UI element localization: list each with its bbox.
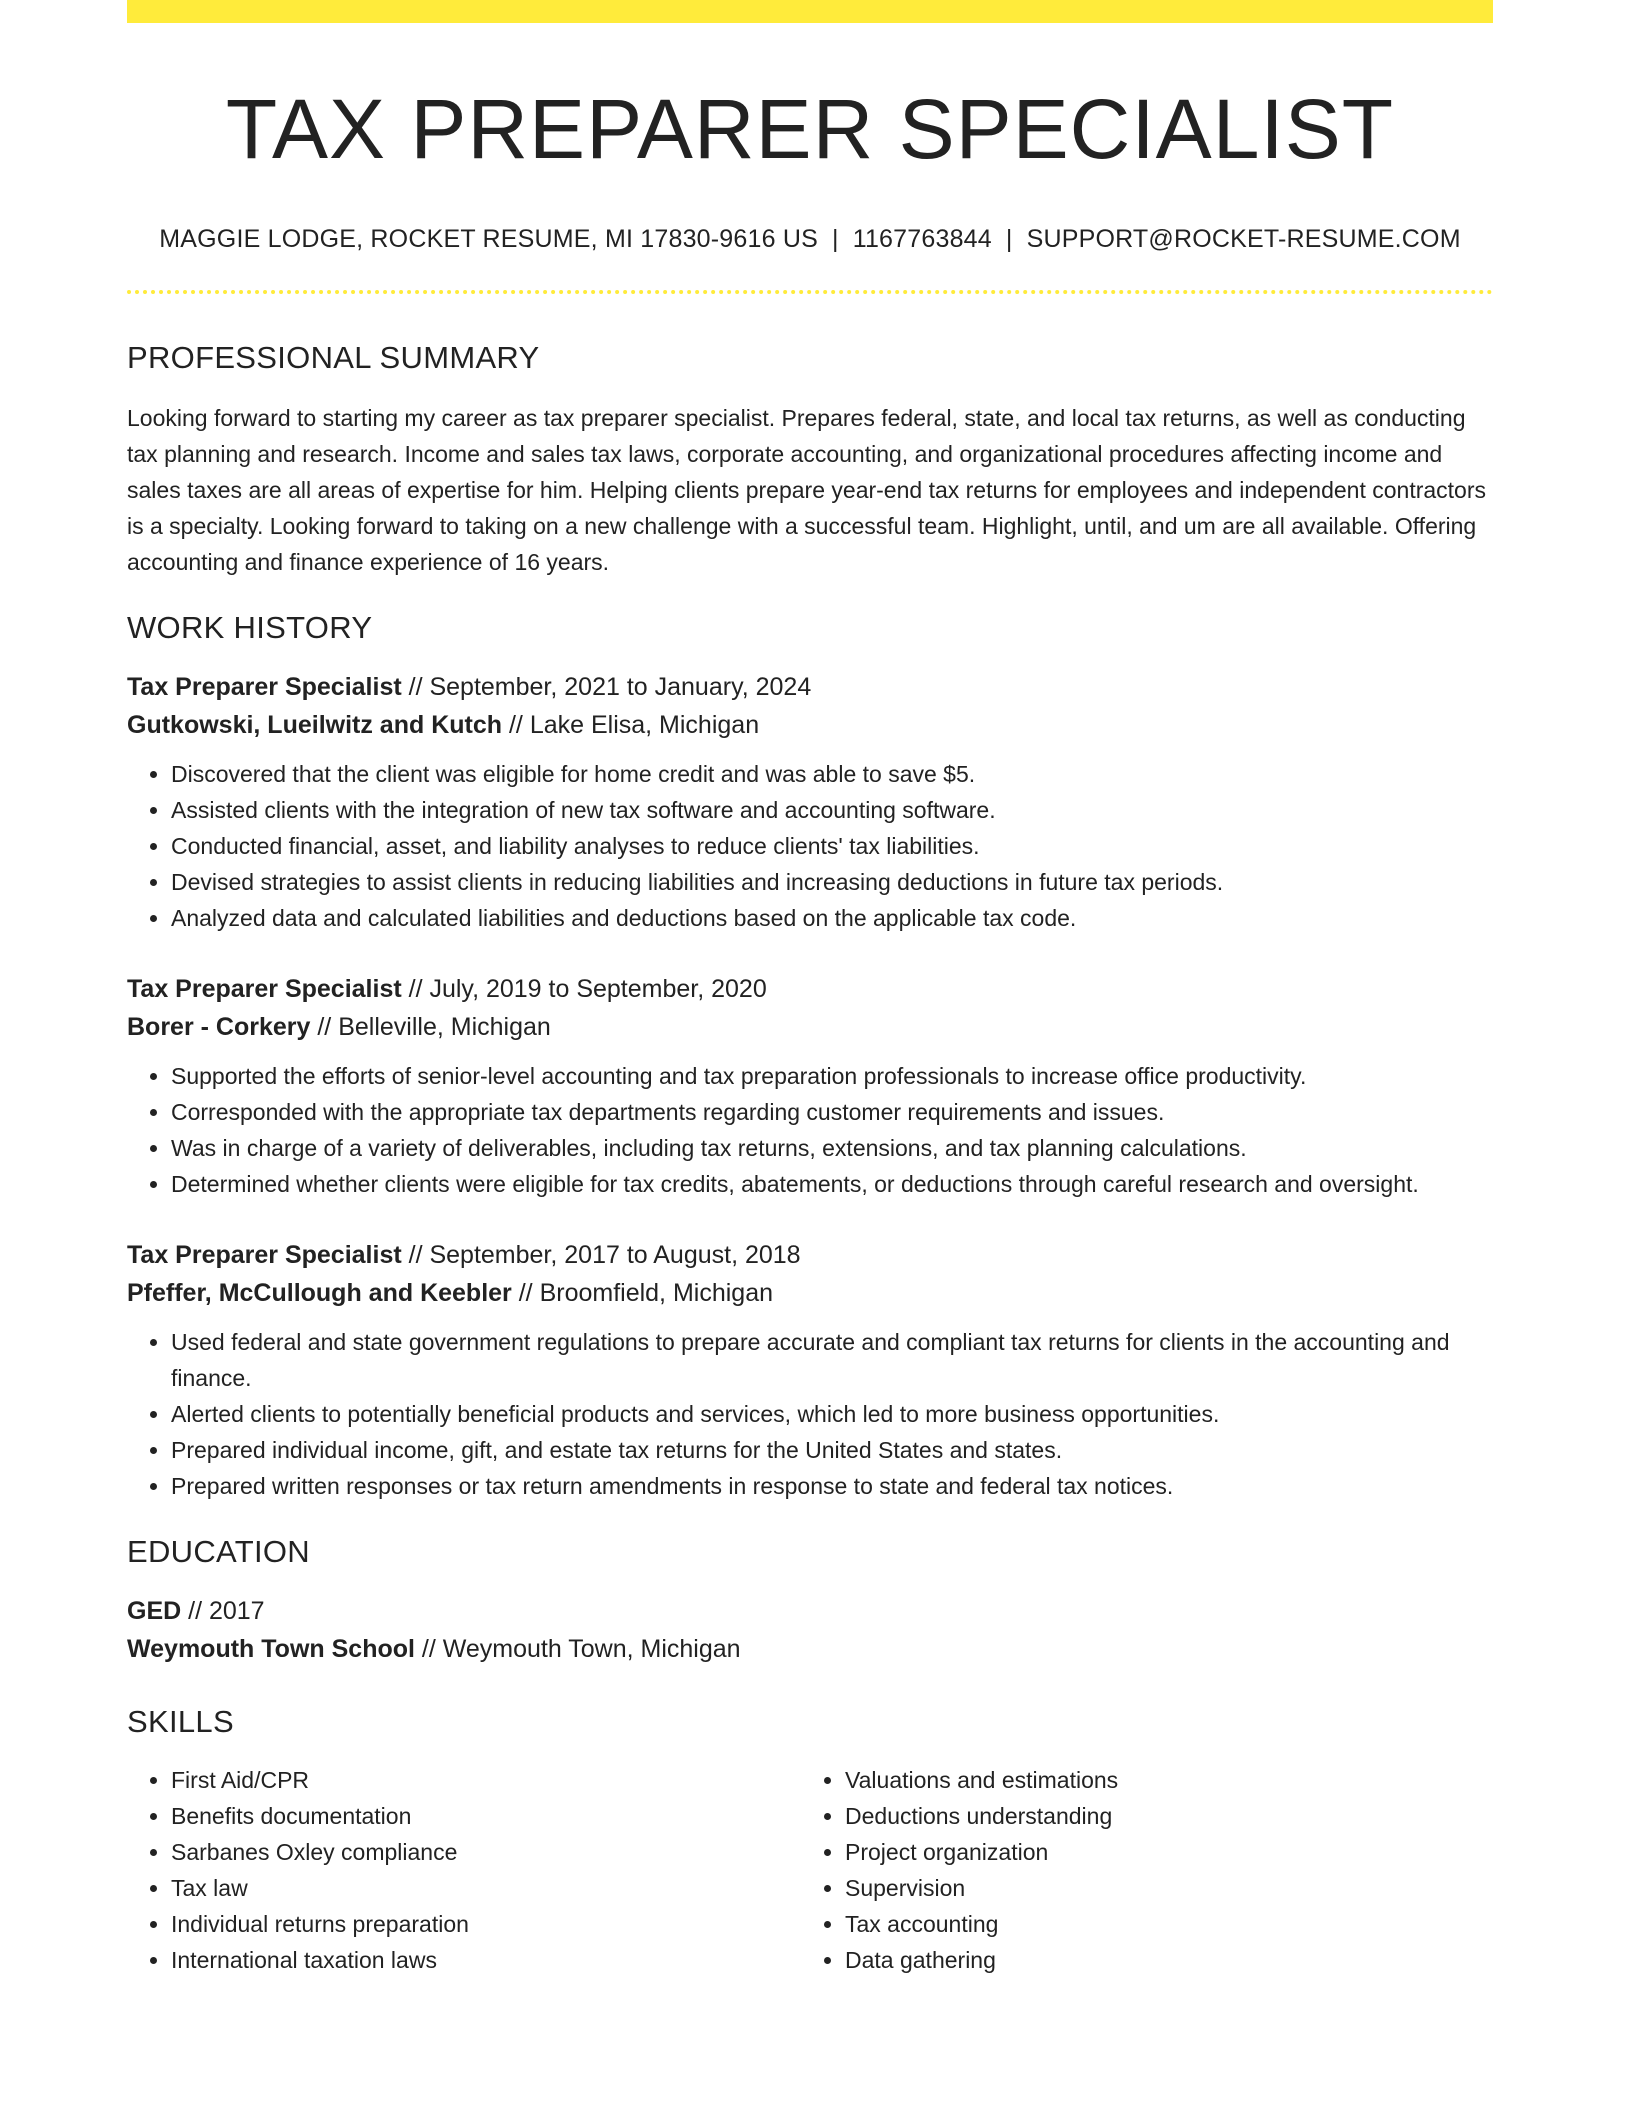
job-company-line — [127, 706, 1493, 744]
list-item: • Prepared individual income, gift, and estate tax returns for the United States and states. — [171, 1432, 1493, 1468]
list-item: • International taxation laws — [171, 1942, 801, 1978]
job-dates: // July, 2019 to September, 2020 — [401, 975, 767, 1004]
job-title-line — [127, 970, 1493, 1008]
list-item: • Sarbanes Oxley compliance — [171, 1834, 801, 1870]
education-school: Weymouth Town School — [127, 1635, 415, 1664]
list-item: • Alerted clients to potentially beneficial products and services, which led to more business opportunities. — [171, 1396, 1493, 1432]
list-item: • Discovered that the client was eligible for home credit and was able to save $5. — [171, 756, 1493, 792]
job-role: Tax Preparer Specialist — [127, 975, 402, 1004]
job-bullets — [127, 1058, 1493, 1202]
job-location: // Belleville, Michigan — [310, 1013, 551, 1042]
skills-list-left — [127, 1762, 801, 1978]
contact-address: MAGGIE LODGE, ROCKET RESUME, MI 17830-9616 US — [159, 225, 818, 254]
list-item: • Valuations and estimations — [845, 1762, 1475, 1798]
contact-line — [127, 225, 1493, 254]
job-location: // Broomfield, Michigan — [511, 1279, 773, 1308]
job-bullets — [127, 1324, 1493, 1504]
resume-title: TAX PREPARER SPECIALIST — [225, 82, 1395, 176]
contact-phone: 1167763844 — [852, 225, 992, 254]
list-item: • Supervision — [845, 1870, 1475, 1906]
job-entry — [127, 1236, 1493, 1504]
list-item: • Deductions understanding — [845, 1798, 1475, 1834]
work-history-heading: WORK HISTORY — [127, 610, 373, 646]
summary-heading: PROFESSIONAL SUMMARY — [127, 340, 540, 376]
job-entry — [127, 970, 1493, 1202]
list-item: • Tax accounting — [845, 1906, 1475, 1942]
job-bullets — [127, 756, 1493, 936]
resume-page — [127, 0, 1493, 1978]
list-item: • Data gathering — [845, 1942, 1475, 1978]
job-company-line — [127, 1008, 1493, 1046]
list-item: • Was in charge of a variety of deliverables, including tax returns, extensions, and tax planning calculations. — [171, 1130, 1493, 1166]
education-degree-line — [127, 1592, 1493, 1630]
list-item: • Prepared written responses or tax return amendments in response to state and federal tax notices. — [171, 1468, 1493, 1504]
contact-email: SUPPORT@ROCKET-RESUME.COM — [1026, 225, 1461, 254]
education-entry — [127, 1592, 1493, 1668]
list-item: • Benefits documentation — [171, 1798, 801, 1834]
job-role: Tax Preparer Specialist — [127, 673, 402, 702]
skills-columns — [127, 1762, 1493, 1978]
job-company: Gutkowski, Lueilwitz and Kutch — [127, 711, 503, 740]
education-year: // 2017 — [181, 1597, 265, 1626]
education-heading: EDUCATION — [127, 1534, 310, 1570]
summary-text: Looking forward to starting my career as tax preparer specialist. Prepares federal, state, and local tax returns, as well as conducting tax planning and research. Income and sales tax laws, corporate accounting, and organizational procedures affecting income and sales taxes are all areas of expertise for him. Helping clients prepare year-end tax returns for employees and independent contractors is a specialty. Looking forward to taking on a new challenge with a successful team. Highlight, until, and um are all available. Offering accounting and finance experience of 16 years. — [127, 405, 1486, 576]
dotted-divider — [127, 290, 1493, 294]
list-item: • First Aid/CPR — [171, 1762, 801, 1798]
education-degree: GED — [127, 1597, 182, 1626]
list-item: • Assisted clients with the integration of new tax software and accounting software. — [171, 792, 1493, 828]
education-school-line — [127, 1630, 1493, 1668]
skills-heading: SKILLS — [127, 1704, 234, 1740]
list-item: • Conducted financial, asset, and liability analyses to reduce clients' tax liabilities. — [171, 828, 1493, 864]
job-location: // Lake Elisa, Michigan — [502, 711, 760, 740]
list-item: • Analyzed data and calculated liabilities and deductions based on the applicable tax code. — [171, 900, 1493, 936]
list-item: • Tax law — [171, 1870, 801, 1906]
job-title-line — [127, 1236, 1493, 1274]
job-dates: // September, 2021 to January, 2024 — [401, 673, 812, 702]
job-company-line — [127, 1274, 1493, 1312]
job-title-line — [127, 668, 1493, 706]
skills-list-right — [801, 1762, 1475, 1978]
list-item: • Supported the efforts of senior-level accounting and tax preparation professionals to increase office productivity. — [171, 1058, 1493, 1094]
list-item: • Used federal and state government regulations to prepare accurate and compliant tax returns for clients in the accounting and finance. — [171, 1324, 1493, 1396]
job-entry — [127, 668, 1493, 936]
job-company: Borer - Corkery — [127, 1013, 311, 1042]
job-company: Pfeffer, McCullough and Keebler — [127, 1279, 512, 1308]
contact-separator: | — [832, 225, 839, 254]
list-item: • Individual returns preparation — [171, 1906, 801, 1942]
contact-separator: | — [1005, 225, 1013, 254]
education-location: // Weymouth Town, Michigan — [414, 1635, 741, 1664]
job-role: Tax Preparer Specialist — [127, 1241, 402, 1270]
list-item: • Corresponded with the appropriate tax departments regarding customer requirements and issues. — [171, 1094, 1493, 1130]
list-item: • Determined whether clients were eligible for tax credits, abatements, or deductions through careful research and oversight. — [171, 1166, 1493, 1202]
accent-bar — [127, 0, 1493, 23]
job-dates: // September, 2017 to August, 2018 — [401, 1241, 801, 1270]
list-item: • Project organization — [845, 1834, 1475, 1870]
list-item: • Devised strategies to assist clients in reducing liabilities and increasing deductions in future tax periods. — [171, 864, 1493, 900]
